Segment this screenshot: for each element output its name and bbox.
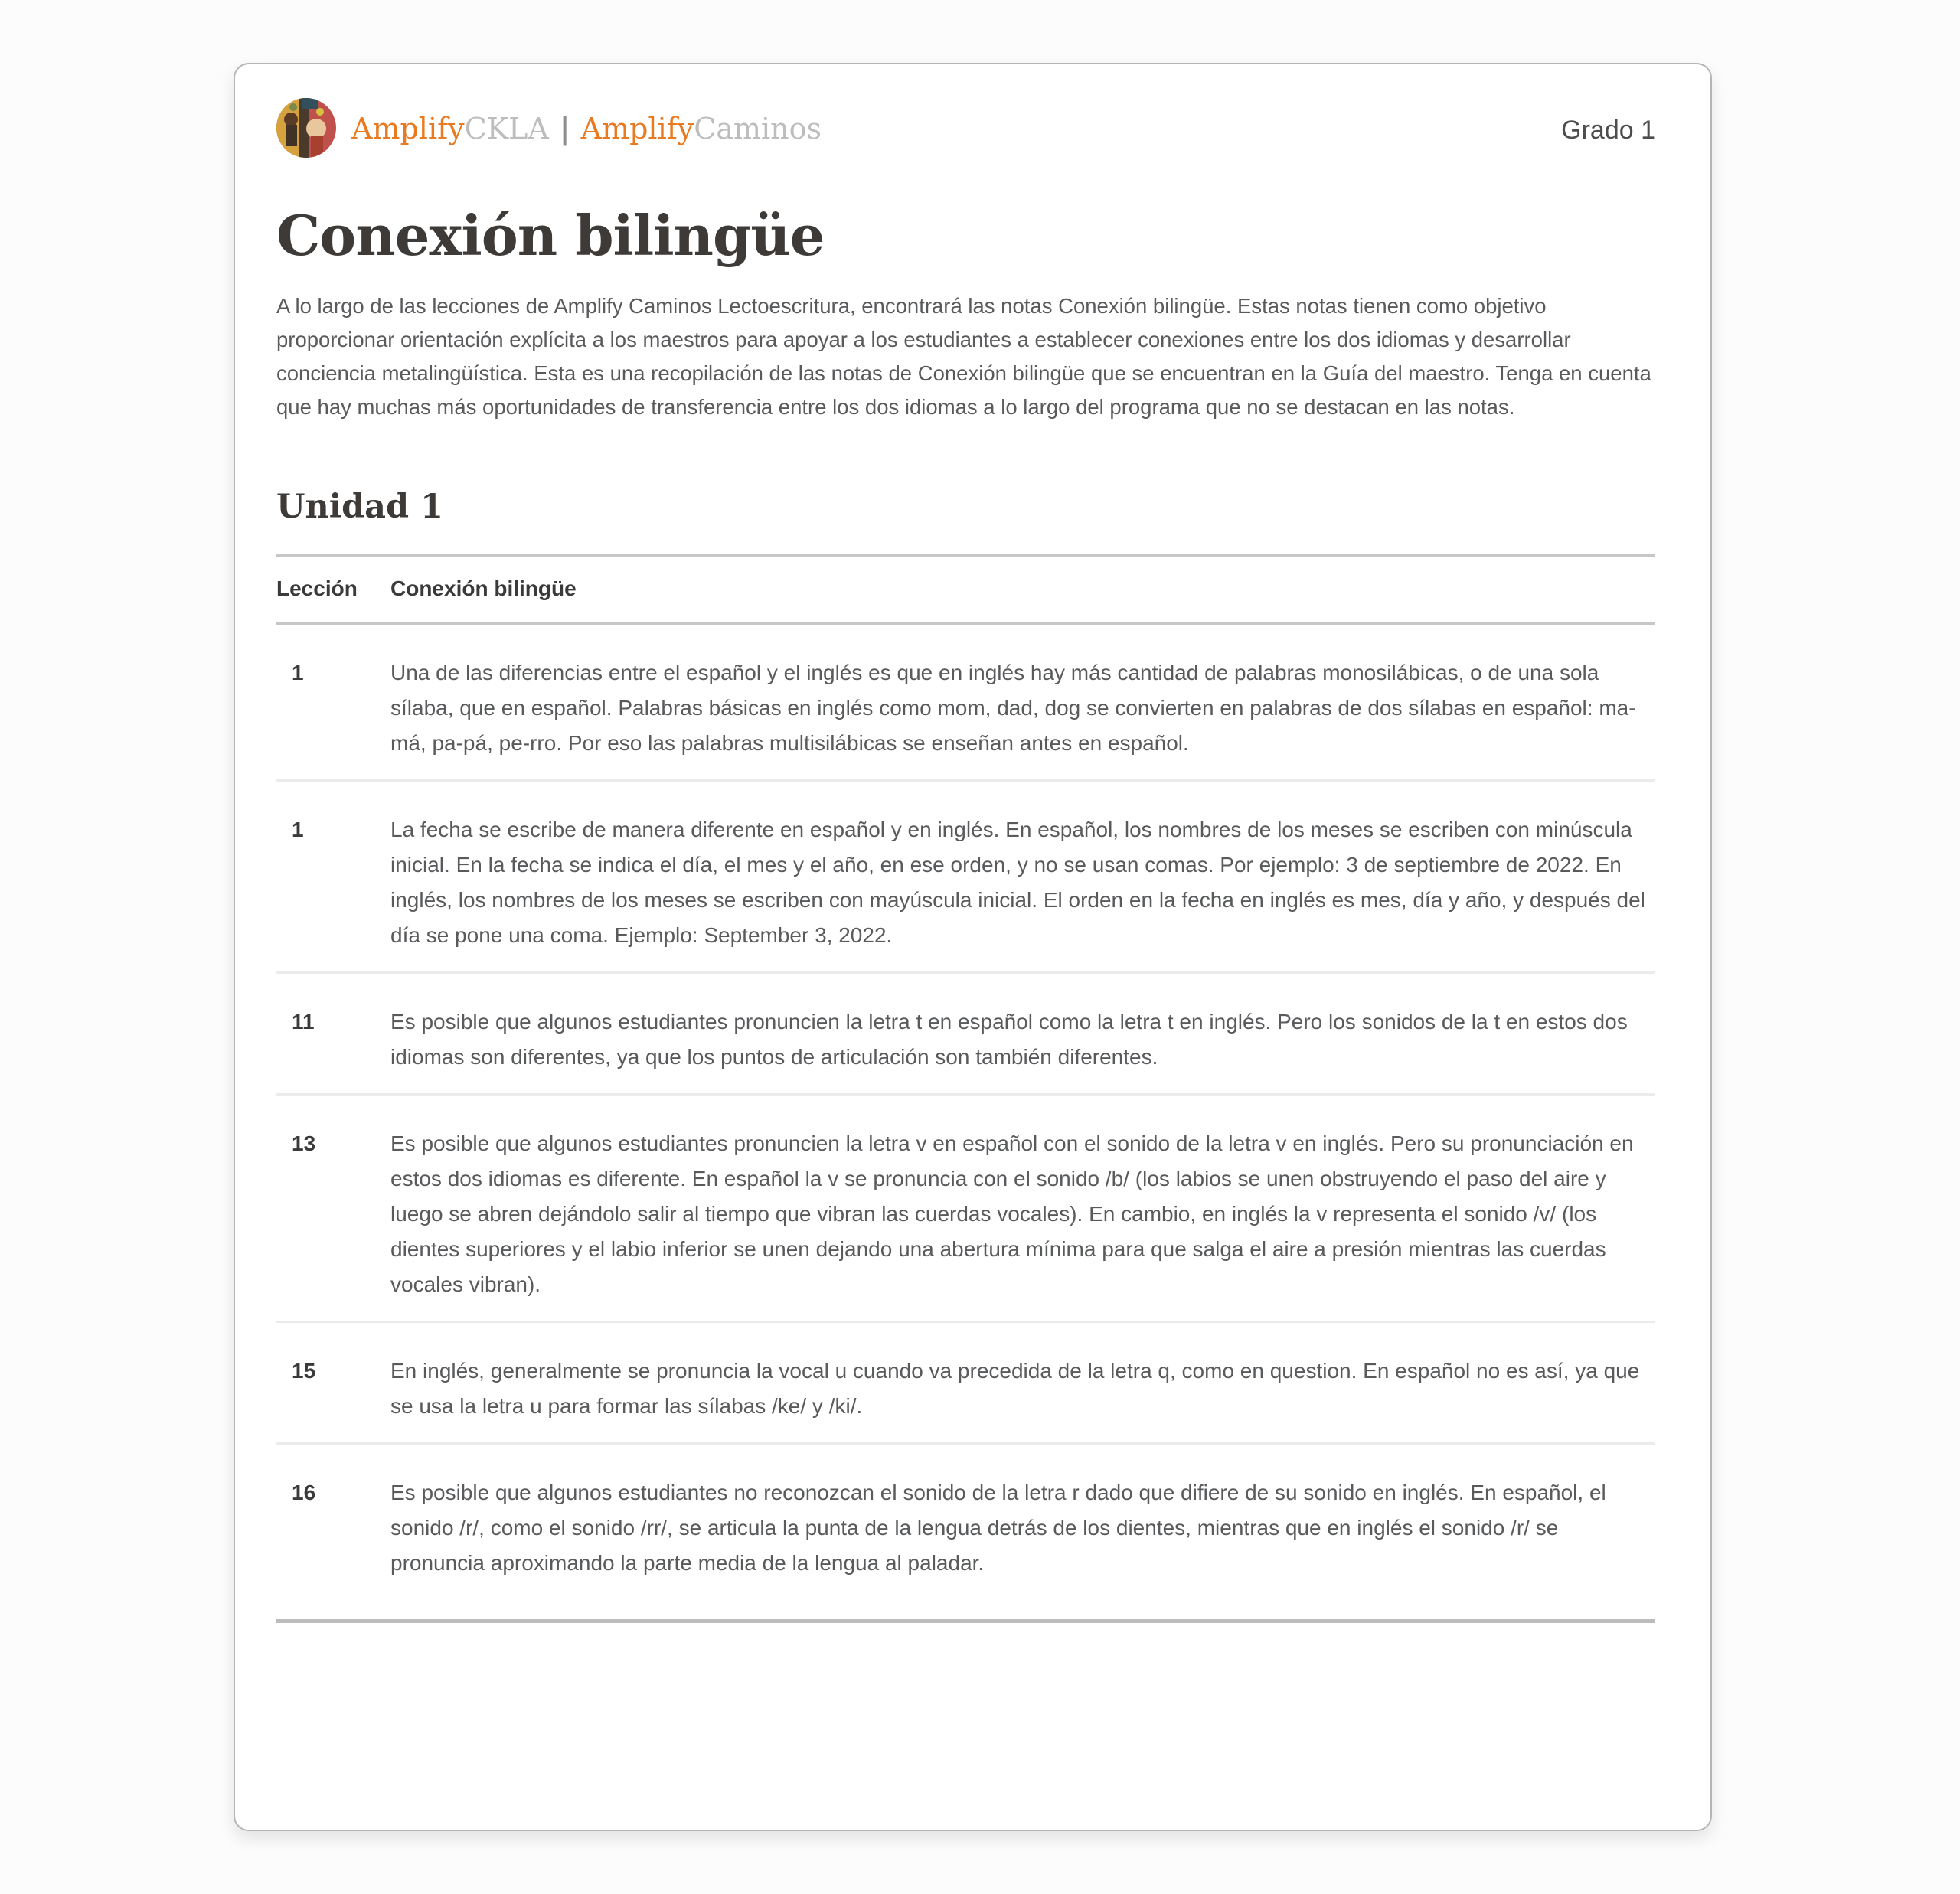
lesson-number: 1 [292,660,304,684]
table-row [276,1096,1655,1321]
table-row [276,782,1655,971]
lesson-number: 1 [292,817,304,841]
column-header-lesson: Lección [276,576,358,600]
lesson-note: Es posible que algunos estudiantes pronuncien la letra t en español como la letra t en inglés. Pero los sonidos de la t en estos dos idiomas son diferentes, ya que los puntos de articulación son también diferentes. [390,1009,1628,1069]
document-page [234,63,1712,1831]
lesson-number: 16 [292,1480,316,1504]
lessons-table-body [276,625,1655,1599]
intro-paragraph: A lo largo de las lecciones de Amplify Caminos Lectoescritura, encontrará las notas Conexión bilingüe. Estas notas tienen como objetivo proporcionar orientación explícita a los maestros para apoyar a los estudiantes a establecer conexiones entre los dos idiomas y desarrollar conciencia metalingüística. Esta es una recopilación de las notas de Conexión bilingüe que se encuentran en la Guía del maestro. Tenga en cuenta que hay muchas más oportunidades de transferencia entre los dos idiomas a lo largo del programa que no se destacan en las notas. [276,293,1651,419]
table-bottom-rule [276,1619,1655,1623]
brand-lockup [276,98,822,158]
table-row [276,1445,1655,1599]
table-row [276,625,1655,779]
grade-label: Grado 1 [1561,115,1655,145]
lesson-note: La fecha se escribe de manera diferente en español y en inglés. En español, los nombres de los meses se escriben con minúscula inicial. En la fecha se indica el día, el mes y el año, en ese orden, y no se usan comas. Por ejemplo: 3 de septiembre de 2022. En inglés, los nombres de los meses se escriben con mayúscula inicial. El orden en la fecha en inglés es mes, día y año, y después del día se pone una coma. Ejemplo: September 3, 2022. [390,817,1645,947]
lesson-note: En inglés, generalmente se pronuncia la vocal u cuando va precedida de la letra q, como en question. En español no es así, ya que se usa la letra u para formar las sílabas /ke/ y /ki/. [390,1358,1640,1418]
lesson-number: 11 [292,1009,315,1034]
page-header [276,64,1655,158]
table-row [276,1323,1655,1442]
page-title: Conexión bilingüe [276,203,825,268]
unit-heading: Unidad 1 [276,487,443,526]
table-row [276,974,1655,1093]
lesson-note: Es posible que algunos estudiantes pronuncien la letra v en español con el sonido de la letra v en inglés. Pero su pronunciación en estos dos idiomas es diferente. En español la v se pronuncia con el sonido /b/ (los labios se unen obstruyendo el paso del aire y luego se abren dejándolo salir al tiempo que vibran las cuerdas vocales). En cambio, en inglés la v representa el sonido /v/ (los dientes superiores y el labio inferior se unen dejando una abertura mínima para que salga el aire a presión mientras las cuerdas vocales vibran). [390,1131,1634,1296]
brand-caminos: Caminos [694,111,822,145]
brand-wordmark [351,111,822,145]
table-footer [276,1619,1655,1623]
column-header-note: Conexión bilingüe [390,576,577,600]
lesson-note: Una de las diferencias entre el español y el inglés es que en inglés hay más cantidad de palabras monosilábicas, o de una sola sílaba, que en español. Palabras básicas en inglés como mom, dad, dog se convierten en palabras de dos sílabas en español: ma-má, pa-pá, pe-rro. Por eso las palabras multisilábicas se enseñan antes en español. [390,660,1636,755]
brand-amplify-1: Amplify [351,111,465,145]
brand-ckla: CKLA [464,111,549,145]
table-header-row [276,557,1655,622]
brand-divider: | [559,110,570,145]
lesson-number: 15 [292,1358,316,1383]
brand-amplify-2: Amplify [580,111,694,145]
amplify-circle-logo-icon [276,98,336,158]
lesson-number: 13 [292,1131,316,1155]
lesson-note: Es posible que algunos estudiantes no reconozcan el sonido de la letra r dado que difiere de su sonido en inglés. En español, el sonido /r/, como el sonido /rr/, se articula la punta de la lengua detrás de los dientes, mientras que en inglés el sonido /r/ se pronuncia aproximando la parte media de la lengua al paladar. [390,1480,1606,1575]
